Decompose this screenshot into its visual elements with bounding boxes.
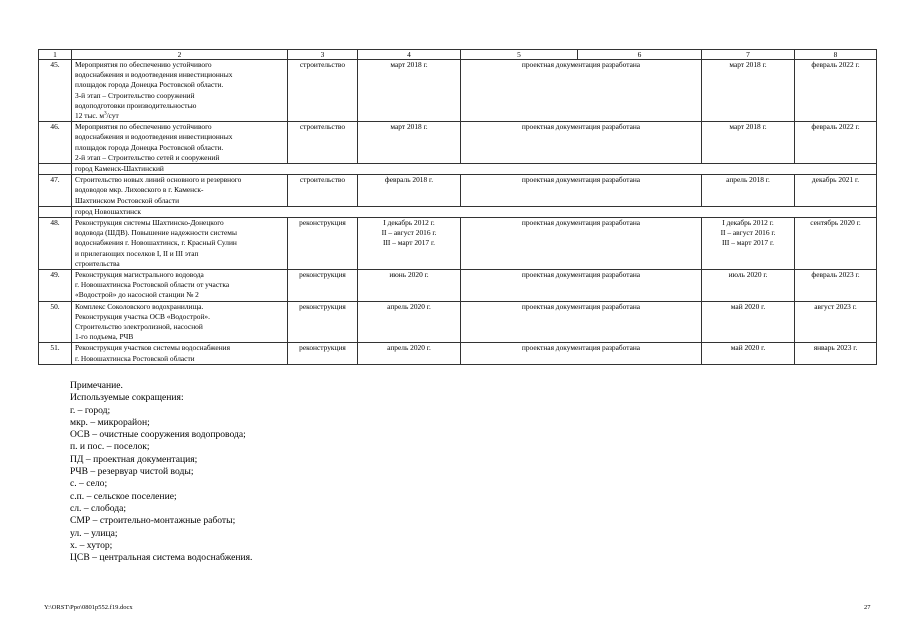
- city-name: город Новошахтинск: [72, 206, 877, 217]
- name-line: Строительство новых линий основного и резервного: [75, 175, 242, 185]
- start-date: апрель 2020 г.: [358, 301, 461, 343]
- end-date: декабрь 2021 г.: [795, 175, 877, 207]
- row-number: 48.: [39, 218, 72, 270]
- end-date: февраль 2023 г.: [795, 270, 877, 302]
- name-line: 1-го подъема, РЧВ: [75, 332, 134, 342]
- object-name: [72, 270, 288, 302]
- table-row: [39, 60, 877, 122]
- pd-date: апрель 2018 г.: [702, 175, 795, 207]
- pd-date: май 2020 г.: [702, 301, 795, 343]
- work-type: реконструкция: [288, 270, 358, 302]
- work-type: реконструкция: [288, 218, 358, 270]
- end-date: февраль 2022 г.: [795, 60, 877, 122]
- row-number: 49.: [39, 270, 72, 302]
- work-type: реконструкция: [288, 301, 358, 343]
- pd-date: май 2020 г.: [702, 343, 795, 364]
- city-row: [39, 164, 877, 175]
- header-cell: 3: [288, 50, 358, 60]
- capacity-unit: /сут: [106, 111, 119, 121]
- footer-file-path: Y:\ORST\Ppo\0801p552.f19.docx: [44, 604, 133, 611]
- pd-status: проектная документация разработана: [461, 301, 702, 343]
- start-date: март 2018 г.: [358, 60, 461, 122]
- start-date: март 2018 г.: [358, 122, 461, 164]
- end-date: январь 2023 г.: [795, 343, 877, 364]
- notes-section: [70, 380, 252, 564]
- row-number: 50.: [39, 301, 72, 343]
- table-row: [39, 218, 877, 270]
- name-line: водоснабжения и водоотведения инвестиционных: [75, 70, 233, 80]
- start-date: июнь 2020 г.: [358, 270, 461, 302]
- header-cell: 2: [72, 50, 288, 60]
- notes-subtitle: Используемые сокращения:: [70, 392, 184, 404]
- object-name: [72, 301, 288, 343]
- phase-line: I декабрь 2012 г.: [383, 218, 435, 228]
- name-line: г. Новошахтинска Ростовской области от участка: [75, 280, 230, 290]
- start-date: февраль 2018 г.: [358, 175, 461, 207]
- row-number: 46.: [39, 122, 72, 164]
- object-name: [72, 122, 288, 164]
- name-line: Строительство электролизной, насосной: [75, 322, 203, 332]
- abbreviation-item: п. и пос. – поселок;: [70, 441, 150, 453]
- name-line: Мероприятия по обеспечению устойчивого: [75, 60, 212, 69]
- object-name: [72, 343, 288, 364]
- name-line: водоснабжения и водоотведения инвестиционных: [75, 132, 233, 142]
- header-cell: 8: [795, 50, 877, 60]
- abbreviation-item: х. – хутор;: [70, 539, 113, 551]
- pd-date: март 2018 г.: [702, 60, 795, 122]
- name-line: Реконструкция участка ОСВ «Водострой».: [75, 311, 210, 321]
- abbreviation-item: мкр. – микрорайон;: [70, 416, 150, 428]
- start-date: апрель 2020 г.: [358, 343, 461, 364]
- name-line: водоводов мкр. Лиховского в г. Каменск-: [75, 185, 204, 195]
- table-row: [39, 301, 877, 343]
- table-row: [39, 122, 877, 164]
- name-line: 2-й этап – Строительство сетей и сооружений: [75, 152, 220, 162]
- table-row: [39, 270, 877, 302]
- row-number: 51.: [39, 343, 72, 364]
- row-number: 45.: [39, 60, 72, 122]
- abbreviation-item: ЦСВ – центральная система водоснабжения.: [70, 552, 253, 564]
- table-row: [39, 343, 877, 364]
- pd-status: проектная документация разработана: [461, 175, 702, 207]
- end-date: сентябрь 2020 г.: [795, 218, 877, 270]
- city-row: [39, 206, 877, 217]
- start-date: [358, 218, 461, 270]
- name-line: водовода (ШДВ). Повышение надежности системы: [75, 228, 237, 238]
- page-number: 27: [864, 604, 871, 611]
- city-name: город Каменск-Шахтинский: [72, 164, 877, 175]
- object-name: [72, 218, 288, 270]
- phase-line: II – август 2016 г.: [381, 228, 437, 238]
- pd-date: март 2018 г.: [702, 122, 795, 164]
- abbreviation-item: с. – село;: [70, 478, 108, 490]
- name-line: «Водострой» до насосной станции № 2: [75, 290, 199, 300]
- name-line: водоподготовки производительностью: [75, 100, 197, 110]
- abbreviation-item: ул. – улица;: [70, 527, 118, 539]
- phase-line: III – март 2017 г.: [382, 238, 436, 248]
- abbreviation-item: с.п. – сельское поселение;: [70, 490, 177, 502]
- name-line: 3-й этап – Строительство сооружений: [75, 90, 195, 100]
- capacity-sup: 3: [104, 111, 107, 117]
- name-line: Мероприятия по обеспечению устойчивого: [75, 122, 212, 132]
- name-line: Реконструкция системы Шахтинско-Донецкого: [75, 218, 224, 228]
- abbreviation-item: СМР – строительно-монтажные работы;: [70, 515, 236, 527]
- name-line: Комплекс Соколовского водохранилища.: [75, 301, 204, 311]
- phase-line: I декабрь 2012 г.: [722, 218, 774, 228]
- work-type: реконструкция: [288, 343, 358, 364]
- name-line: водоснабжения г. Новошахтинск, г. Красный Сулин: [75, 238, 237, 248]
- abbreviation-item: ПД – проектная документация;: [70, 453, 198, 465]
- abbreviation-item: г. – город;: [70, 404, 111, 416]
- name-line: [75, 111, 284, 121]
- header-cell: 4: [358, 50, 461, 60]
- notes-title: Примечание.: [70, 380, 123, 391]
- projects-table: [38, 49, 877, 365]
- end-date: февраль 2022 г.: [795, 122, 877, 164]
- name-line: Реконструкция участков системы водоснабжения: [75, 343, 231, 353]
- name-line: строительства: [75, 258, 120, 268]
- header-cell: 1: [39, 50, 72, 60]
- name-line: г. Новошахтинска Ростовской области: [75, 353, 195, 363]
- name-line: площадок города Донецка Ростовской области.: [75, 142, 224, 152]
- pd-status: проектная документация разработана: [461, 270, 702, 302]
- pd-status: проектная документация разработана: [461, 60, 702, 122]
- end-date: август 2023 г.: [795, 301, 877, 343]
- phase-line: II – август 2016 г.: [720, 228, 776, 238]
- phase-line: III – март 2017 г.: [721, 238, 775, 248]
- name-line: и прилегающих поселков I, II и III этап: [75, 248, 199, 258]
- work-type: строительство: [288, 122, 358, 164]
- abbreviation-item: сл. – слобода;: [70, 502, 127, 514]
- capacity-text: 12 тыс. м: [75, 111, 105, 121]
- pd-status: проектная документация разработана: [461, 122, 702, 164]
- name-line: Шахтинском Ростовской области: [75, 195, 180, 205]
- header-cell: 7: [702, 50, 795, 60]
- header-cell: 5: [461, 50, 578, 60]
- pd-status: проектная документация разработана: [461, 343, 702, 364]
- name-line: Реконструкция магистрального водовода: [75, 270, 204, 280]
- name-line: площадок города Донецка Ростовской области.: [75, 80, 224, 90]
- header-cell: 6: [578, 50, 702, 60]
- object-name: [72, 60, 288, 122]
- header-row: [39, 50, 877, 60]
- object-name: [72, 175, 288, 207]
- pd-date: [702, 218, 795, 270]
- abbreviation-item: РЧВ – резервуар чистой воды;: [70, 466, 194, 478]
- pd-date: июль 2020 г.: [702, 270, 795, 302]
- pd-status: проектная документация разработана: [461, 218, 702, 270]
- work-type: строительство: [288, 175, 358, 207]
- work-type: строительство: [288, 60, 358, 122]
- abbreviation-item: ОСВ – очистные сооружения водопровода;: [70, 429, 246, 441]
- row-number: 47.: [39, 175, 72, 207]
- table-row: [39, 175, 877, 207]
